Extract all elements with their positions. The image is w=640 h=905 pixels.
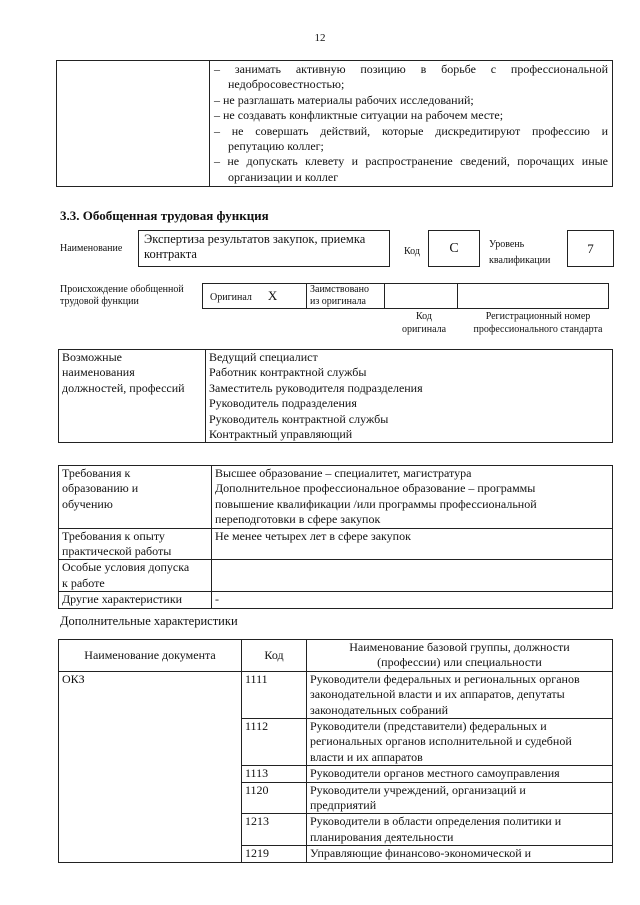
original-label: Оригинал	[210, 292, 252, 303]
name-value-line-1: Экспертиза результатов закупок, приемка	[144, 232, 366, 246]
requirement-row	[59, 560, 613, 592]
code-value-box	[428, 230, 480, 267]
positions-label	[62, 350, 202, 396]
level-value: 7	[587, 241, 594, 256]
ethics-table	[56, 60, 613, 187]
level-label	[489, 237, 550, 269]
name-label: Наименование	[60, 243, 123, 254]
code-original-caption	[387, 310, 461, 336]
ethics-item-line: репутацию коллег;	[228, 139, 324, 154]
original-code-cell	[385, 284, 458, 309]
origin-table	[202, 283, 609, 309]
ethics-cell	[210, 61, 613, 187]
okz-row	[59, 671, 613, 718]
group-header-line-2: (профессии) или специальности	[377, 655, 542, 670]
okz-code: 1111	[242, 671, 307, 718]
code-header: Код	[242, 640, 307, 672]
ethics-item	[214, 124, 608, 155]
additional-table	[58, 639, 613, 863]
ethics-item-line: организации и коллег	[228, 169, 339, 184]
requirement-label-line: Особые условия допуска	[62, 560, 190, 575]
requirement-value	[212, 466, 613, 529]
code-caption-line-2: оригинала	[401, 324, 447, 335]
position-item: Работник контрактной службы	[209, 365, 367, 380]
position-item: Контрактный управляющий	[209, 427, 353, 442]
okz-group-name	[307, 782, 613, 814]
positions-label-line: должностей, профессий	[62, 380, 185, 395]
ethics-item-line: – не допускать клевету и распространение сведений, порочащих иные	[214, 154, 608, 169]
requirement-label	[59, 466, 212, 529]
requirement-value-line: -	[215, 592, 219, 607]
code-value: C	[449, 241, 459, 256]
ethics-empty-cell	[57, 61, 210, 187]
code-caption-line-1: Код	[416, 311, 432, 322]
ethics-item-line: – не разглашать материалы рабочих исследований;	[214, 92, 474, 107]
positions-label-line: Возможные	[62, 350, 122, 364]
position-item: Руководитель контрактной службы	[209, 411, 389, 426]
positions-label-line: наименования	[62, 365, 135, 380]
group-name-header	[307, 640, 613, 672]
okz-group-line: Управляющие финансово-экономической и	[310, 846, 532, 861]
page-number: 12	[314, 32, 326, 44]
okz-group-name	[307, 766, 613, 782]
okz-code: 1213	[242, 814, 307, 846]
origin-label	[60, 284, 184, 308]
borrowed-cell	[307, 284, 385, 309]
okz-group-line: власти и их аппаратов	[310, 749, 423, 764]
okz-group-line: планирования деятельности	[310, 829, 454, 844]
requirement-value	[212, 560, 613, 592]
name-value-line-2: контракта	[144, 247, 197, 262]
reg-number-caption	[462, 310, 614, 336]
ethics-item-line: – не совершать действий, которые дискредитируют профессию и	[214, 123, 608, 138]
okz-code: 1112	[242, 719, 307, 766]
okz-group-line: региональных органов исполнительной и судебной	[310, 734, 572, 749]
okz-group-line: Руководители федеральных и региональных органов	[310, 671, 580, 686]
level-value-box	[567, 230, 614, 267]
okz-group-line: законодательной власти и их аппаратов, депутаты	[310, 687, 565, 702]
position-item: Ведущий специалист	[209, 350, 318, 364]
requirement-label-line: к работе	[62, 575, 105, 590]
ethics-item-line: недобросовестностью;	[228, 77, 345, 92]
requirement-label-line: Требования к	[62, 466, 131, 480]
requirement-value-line: Высшее образование – специалитет, магистратура	[215, 466, 472, 480]
requirement-value-line: Дополнительное профессиональное образование – программы	[215, 481, 536, 496]
group-header-line-1: Наименование базовой группы, должности	[349, 640, 570, 654]
requirement-label-line: Другие характеристики	[62, 592, 183, 607]
reg-caption-line-2: профессионального стандарта	[473, 324, 603, 335]
okz-group-line: Руководители (представители) федеральных и	[310, 719, 547, 734]
requirement-value-line: переподготовки в сфере закупок	[215, 512, 381, 527]
level-label-line-1: Уровень	[489, 239, 525, 250]
requirement-label	[59, 592, 212, 608]
okz-group-name	[307, 814, 613, 846]
ethics-list	[214, 62, 608, 185]
reg-caption-line-1: Регистрационный номер	[485, 311, 591, 322]
doc-header: Наименование документа	[59, 640, 242, 672]
reg-number-cell	[458, 284, 609, 309]
origin-label-line-2: трудовой функции	[60, 296, 139, 307]
ethics-item	[214, 154, 608, 185]
ethics-item	[214, 93, 608, 108]
positions-list	[209, 350, 609, 442]
ethics-item-line: – не создавать конфликтные ситуации на рабочем месте;	[214, 108, 504, 123]
okz-group-name	[307, 671, 613, 718]
okz-group-line: законодательных собраний	[310, 702, 449, 717]
requirement-row	[59, 528, 613, 560]
requirement-label-line: практической работы	[62, 544, 172, 559]
code-label: Код	[404, 246, 420, 257]
original-cell	[203, 284, 307, 309]
requirement-row	[59, 592, 613, 608]
okz-group-line: предприятий	[310, 798, 377, 813]
additional-heading: Дополнительные характеристики	[60, 614, 238, 628]
okz-code: 1219	[242, 846, 307, 862]
positions-table	[58, 349, 613, 443]
requirement-label	[59, 528, 212, 560]
requirements-table	[58, 465, 613, 609]
requirement-value-line: повышение квалификации /или программы профессиональной	[215, 496, 537, 511]
ethics-item-line: – занимать активную позицию в борьбе с профессиональной	[214, 62, 608, 76]
okz-group-line: Руководители органов местного самоуправления	[310, 766, 560, 781]
original-mark: X	[267, 288, 278, 303]
name-value-box	[138, 230, 390, 267]
requirement-value-line: Не менее четырех лет в сфере закупок	[215, 528, 411, 543]
requirement-label-line: Требования к опыту	[62, 528, 165, 543]
okz-group-name	[307, 846, 613, 862]
okz-group-line: Руководители учреждений, организаций и	[310, 782, 526, 797]
requirement-label-line: обучению	[62, 496, 113, 511]
requirement-label-line: образованию и	[62, 481, 139, 496]
additional-header-row	[59, 640, 613, 672]
okz-doc-name: ОКЗ	[59, 671, 242, 862]
ethics-item	[214, 62, 608, 93]
position-item: Руководитель подразделения	[209, 396, 357, 411]
borrowed-line-2: из оригинала	[310, 296, 366, 307]
requirement-label	[59, 560, 212, 592]
origin-label-line-1: Происхождение обобщенной	[60, 284, 184, 295]
requirement-value	[212, 528, 613, 560]
okz-group-line: Руководители в области определения политики и	[310, 814, 562, 829]
ethics-item	[214, 108, 608, 123]
position-item: Заместитель руководителя подразделения	[209, 380, 423, 395]
level-label-line-2: квалификации	[489, 255, 551, 266]
okz-group-name	[307, 719, 613, 766]
borrowed-line-1: Заимствовано	[310, 284, 369, 295]
okz-code: 1120	[242, 782, 307, 814]
positions-label-cell	[59, 350, 206, 443]
requirement-value	[212, 592, 613, 608]
okz-code: 1113	[242, 766, 307, 782]
requirement-row	[59, 466, 613, 529]
section-heading: 3.3. Обобщенная трудовая функция	[60, 208, 269, 223]
positions-list-cell	[206, 350, 613, 443]
